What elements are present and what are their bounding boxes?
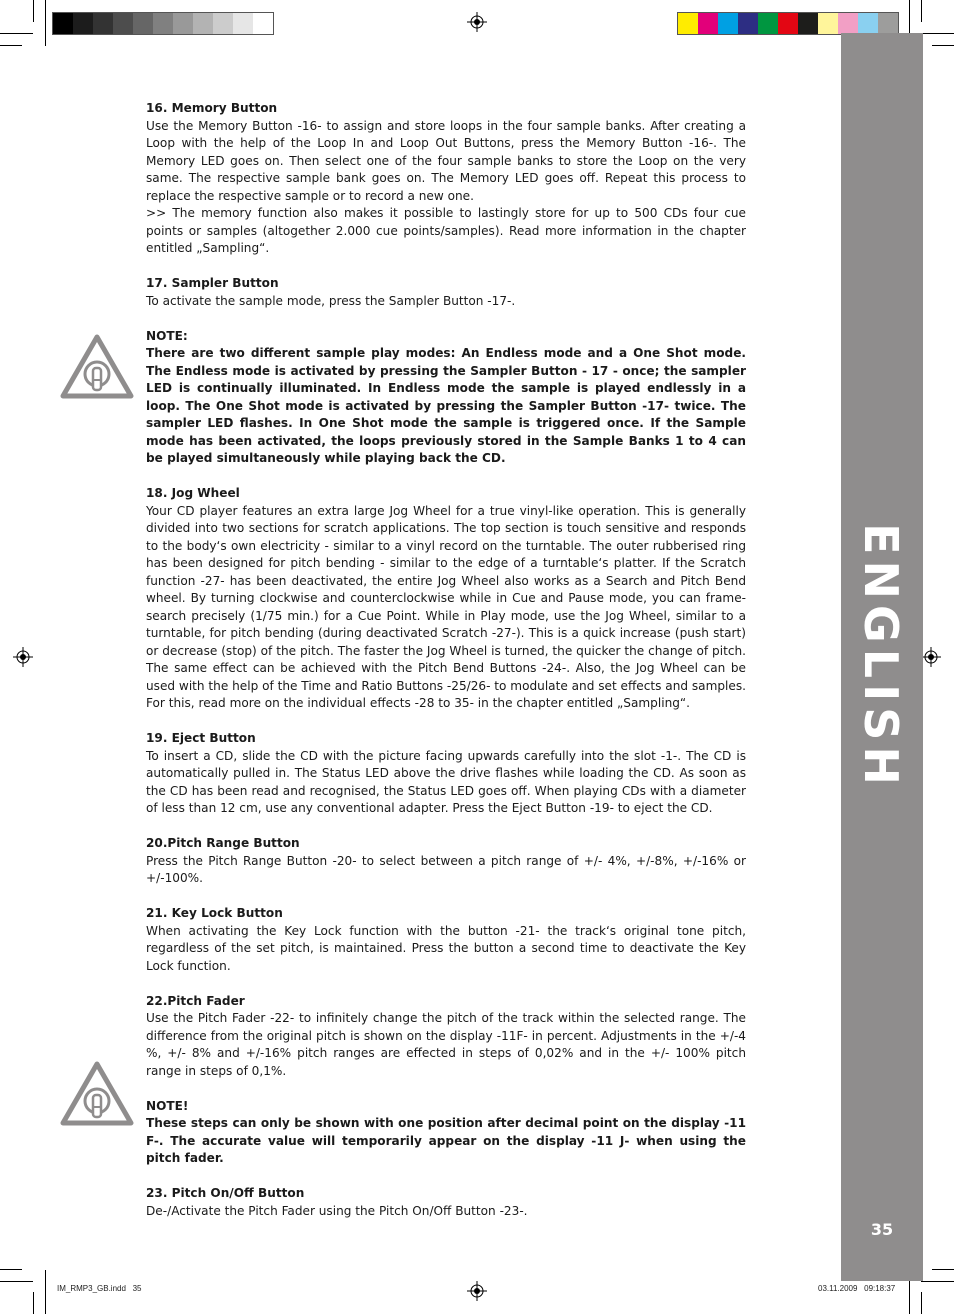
crop-mark [45, 1270, 46, 1314]
calibration-swatch [818, 13, 838, 34]
calibration-swatch [698, 13, 718, 34]
note-text: There are two different sample play modes: An Endless mode and a One Shot mode. The Endless mode is activated by pressing the Sampler Button - 17 - once; the sampler LED is continually illuminated. In Endless mode the sample is played endlessly in a loop. The One Shot mode is activated by pressing the Sampler Button -17- twice. The sampler LED flashes. In One Shot mode the sample is triggered once. If the Sample mode has been activated, the loops previously stored in the Sample Banks 1 to 4 can be played simultaneously while playing back the CD. [146, 346, 746, 465]
crop-mark [0, 33, 33, 34]
warning-triangle-icon [60, 333, 134, 399]
section-heading: 16. Memory Button [146, 101, 278, 115]
section-heading: 17. Sampler Button [146, 276, 279, 290]
crop-mark [932, 1269, 954, 1270]
note-heading: NOTE: [146, 328, 188, 343]
note-text: These steps can only be shown with one position after decimal point on the display -11 F-. The accurate value will temporarily appear on the display -11 J- when using the pitch fader. [146, 1116, 746, 1165]
crop-mark [921, 33, 954, 34]
calibration-swatch [858, 13, 878, 34]
section-paragraph: >> The memory function also makes it possible to lastingly store for up to 500 CDs four cue points or samples (altogether 2.000 cue points/samples). Read more information in the chapter entitled „Sampling“. [146, 206, 746, 255]
registration-mark-icon [13, 647, 33, 667]
calibration-swatch [53, 13, 73, 34]
warning-triangle-icon [60, 1060, 134, 1126]
registration-mark-icon [467, 1281, 487, 1301]
section-paragraph: Use the Memory Button -16- to assign and store loops in the four sample banks. After creating a Loop with the help of the Loop In and Loop Out Buttons, press the Memory Button -16-. The Memory LED goes on. Then select one of the four sample banks to store the Loop on the very same. The respective sample bank goes on. The Memory LED goes off. Repeat this process to replace the respective sample or to record a new one. [146, 118, 746, 203]
language-label: ENGLISH [854, 523, 908, 791]
crop-mark [921, 1292, 922, 1314]
section-pitch-range-button [146, 835, 746, 888]
crop-mark [33, 0, 34, 22]
calibration-swatch [193, 13, 213, 34]
section-heading: 18. Jog Wheel [146, 486, 240, 500]
calibration-swatch [838, 13, 858, 34]
section-eject-button [146, 730, 746, 818]
calibration-swatch [718, 13, 738, 34]
section-paragraph: To activate the sample mode, press the Sampler Button -17-. [146, 293, 516, 308]
note-display-precision [146, 1098, 746, 1168]
calibration-swatch [113, 13, 133, 34]
section-pitch-on-off-button [146, 1185, 746, 1220]
section-memory-button [146, 100, 746, 258]
section-heading: 21. Key Lock Button [146, 906, 283, 920]
calibration-swatch [93, 13, 113, 34]
color-calibration-bar [677, 12, 899, 35]
note-heading: NOTE! [146, 1098, 189, 1113]
section-pitch-fader [146, 993, 746, 1081]
section-heading: 23. Pitch On/Off Button [146, 1186, 305, 1200]
calibration-swatch [758, 13, 778, 34]
crop-mark [0, 45, 22, 46]
registration-mark-icon [921, 647, 941, 667]
footer-timestamp: 03.11.2009 09:18:37 [818, 1284, 896, 1293]
page-number: 35 [870, 1220, 894, 1239]
section-heading: 20.Pitch Range Button [146, 836, 300, 850]
calibration-swatch [173, 13, 193, 34]
crop-mark [921, 1281, 954, 1282]
calibration-swatch [133, 13, 153, 34]
note-sample-modes [146, 328, 746, 468]
section-paragraph: Your CD player features an extra large Jog Wheel for a true vinyl-like operation. This is generally divided into two sections for scratch applications. The top section is touch sensitive and responds to the body‘s own electricity - similar to a vinyl record on the turntable. The outer rubberised ring has been designed for pitch bending - similar to the edge of a turntable‘s platter. If the Scratch function -27- has been deactivated, the entire Jog Wheel also works as a Search and Pitch Bend wheel. By turning clockwise and counterclockwise while in Cue and Pause mode, you can frame-search precisely (1/75 min.) for a Cue Point. While in Play mode, use the Jog Wheel, similar to a turntable, for pitch bending (during deactivated Scratch -27-). This is a quick increase (push start) or decrease (stop) of the pitch. The faster the Jog Wheel is turned, the quicker the change of pitch. The same effect can be achieved with the Pitch Bend Buttons -24-. Also, the Jog Wheel can be used with the help of the Time and Ratio Buttons -25/26- to modulate and set effects and samples. For this, read more on the individual effects -28 to 35- in the chapter entitled „Sampling“. [146, 503, 746, 710]
section-heading: 19. Eject Button [146, 731, 256, 745]
calibration-swatch [678, 13, 698, 34]
manual-content [146, 100, 746, 1238]
calibration-swatch [778, 13, 798, 34]
gray-calibration-bar [52, 12, 274, 35]
calibration-swatch [798, 13, 818, 34]
crop-mark [0, 1269, 22, 1270]
section-paragraph: Use the Pitch Fader -22- to infinitely change the pitch of the track within the selected range. The difference from the original pitch is shown on the display -11F- in percent. Adjustments in the +/-4 %, +/- 8% and +/-16% pitch ranges are effected in steps of 0,02% and in the +/- 100% pitch range in steps of 0,1%. [146, 1011, 746, 1078]
registration-mark-icon [467, 12, 487, 32]
calibration-swatch [253, 13, 273, 34]
calibration-swatch [878, 13, 898, 34]
crop-mark [932, 45, 954, 46]
section-heading: 22.Pitch Fader [146, 993, 245, 1008]
section-key-lock-button [146, 905, 746, 975]
section-paragraph: De-/Activate the Pitch Fader using the Pitch On/Off Button -23-. [146, 1203, 528, 1218]
section-sampler-button [146, 275, 746, 310]
calibration-swatch [233, 13, 253, 34]
crop-mark [921, 0, 922, 22]
calibration-swatch [153, 13, 173, 34]
calibration-swatch [73, 13, 93, 34]
section-paragraph: Press the Pitch Range Button -20- to select between a pitch range of +/- 4%, +/-8%, +/-16% or +/-100%. [146, 853, 746, 885]
section-paragraph: To insert a CD, slide the CD with the picture facing upwards carefully into the slot -1-. The CD is automatically pulled in. The Status LED above the drive flashes while loading the CD. As soon as the CD has been read and recognised, the Status LED goes off. When playing CDs with a diameter of less than 12 cm, use any conventional adapter. Press the Eject Button -19- to eject the CD. [146, 748, 746, 815]
crop-mark [0, 1281, 33, 1282]
section-paragraph: When activating the Key Lock function with the button -21- the track‘s original tone pitch, regardless of the set pitch, is maintained. Press the button a second time to deactivate the Key Lock function. [146, 923, 746, 973]
calibration-swatch [213, 13, 233, 34]
crop-mark [45, 0, 46, 46]
crop-mark [33, 1292, 34, 1314]
section-jog-wheel [146, 485, 746, 713]
footer-file-name: IM_RMP3_GB.indd 35 [57, 1284, 142, 1293]
calibration-swatch [738, 13, 758, 34]
